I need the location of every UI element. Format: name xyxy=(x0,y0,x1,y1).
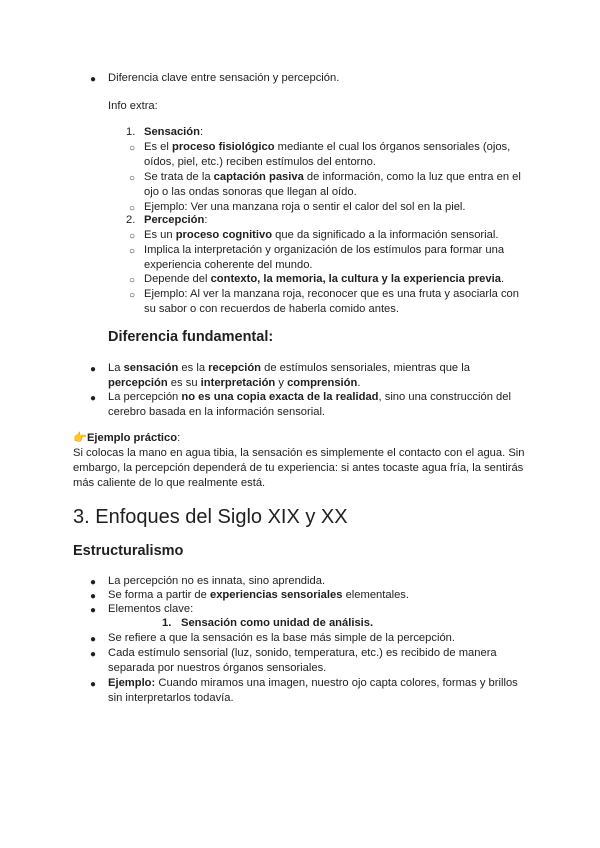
circle-bullet-icon: ○ xyxy=(129,290,136,301)
circle-bullet-icon: ○ xyxy=(129,246,136,257)
estructuralismo-item-5: Cada estímulo sensorial (luz, sonido, temperatura, etc.) es recibido de manera xyxy=(108,647,497,659)
diferencia-item-1: La sensación es la recepción de estímulos sensoriales, mientras que la xyxy=(108,362,470,374)
bullet-icon: ● xyxy=(90,634,97,645)
estructuralismo-item-5-line2: separada por nuestros órganos sensoriales. xyxy=(108,662,327,674)
estructuralismo-numbered-item: Sensación como unidad de análisis. xyxy=(181,617,374,629)
list-number: 1. xyxy=(126,126,136,138)
ejemplo-line-3: más caliente de lo que realmente está. xyxy=(73,477,266,489)
bullet-icon: ● xyxy=(90,393,97,404)
ejemplo-line-2: embargo, la percepción dependerá de tu experiencia: si antes tocaste agua fría, la sentirás xyxy=(73,462,524,474)
bullet-icon: ● xyxy=(90,577,97,588)
percepcion-item-3: Depende del contexto, la memoria, la cultura y la experiencia previa. xyxy=(144,273,505,285)
percepcion-item-2-line2: experiencia coherente del mundo. xyxy=(144,259,313,271)
percepcion-item-2: Implica la interpretación y organización de los estímulos para formar una xyxy=(144,244,505,256)
list-number: 1. xyxy=(162,617,172,629)
estructuralismo-item-1: La percepción no es innata, sino aprendida. xyxy=(108,575,326,587)
percepcion-item-1: Es un proceso cognitivo que da significado a la información sensorial. xyxy=(144,229,499,241)
percepcion-title: Percepción: xyxy=(144,214,208,226)
circle-bullet-icon: ○ xyxy=(129,143,136,154)
top-bullet-text: Diferencia clave entre sensación y percepción. xyxy=(108,72,340,84)
estructuralismo-item-4: Se refiere a que la sensación es la base más simple de la percepción. xyxy=(108,632,456,644)
estructuralismo-item-6-line2: sin interpretarlos todavía. xyxy=(108,692,234,704)
estructuralismo-item-2: Se forma a partir de experiencias sensoriales elementales. xyxy=(108,589,410,601)
sensacion-item-1-line2: oídos, piel, etc.) reciben estímulos del entorno. xyxy=(144,156,376,168)
circle-bullet-icon: ○ xyxy=(129,231,136,242)
list-number: 2. xyxy=(126,214,136,226)
pointing-hand-icon: 👉 xyxy=(73,432,87,444)
bullet-icon: ● xyxy=(90,364,97,375)
estructuralismo-item-3: Elementos clave: xyxy=(108,603,194,615)
ejemplo-line-1: Si colocas la mano en agua tibia, la sensación es simplemente el contacto con el agua. Sin xyxy=(73,447,525,459)
estructuralismo-item-6: Ejemplo: Cuando miramos una imagen, nuestro ojo capta colores, formas y brillos xyxy=(108,677,518,689)
diferencia-item-2-line2: cerebro basada en la información sensorial. xyxy=(108,406,326,418)
diferencia-heading: Diferencia fundamental: xyxy=(108,329,274,345)
bullet-icon: ● xyxy=(90,591,97,602)
bullet-icon: ● xyxy=(90,74,97,85)
circle-bullet-icon: ○ xyxy=(129,203,136,214)
sensacion-item-2: Se trata de la captación pasiva de información, como la luz que entra en el xyxy=(144,171,521,183)
percepcion-item-4: Ejemplo: Al ver la manzana roja, reconocer que es una fruta y asociarla con xyxy=(144,288,519,300)
info-extra-label: Info extra: xyxy=(108,100,158,112)
sensacion-item-3: Ejemplo: Ver una manzana roja o sentir el calor del sol en la piel. xyxy=(144,201,466,213)
percepcion-item-4-line2: su sabor o con recuerdos de haberla comido antes. xyxy=(144,303,399,315)
bullet-icon: ● xyxy=(90,649,97,660)
circle-bullet-icon: ○ xyxy=(129,275,136,286)
ejemplo-title: 👉Ejemplo práctico: xyxy=(73,432,181,444)
bullet-icon: ● xyxy=(90,605,97,616)
sensacion-title: Sensación: xyxy=(144,126,204,138)
sensacion-item-1: Es el proceso fisiológico mediante el cual los órganos sensoriales (ojos, xyxy=(144,141,511,153)
sensacion-item-2-line2: ojo o las ondas sonoras que llegan al oído. xyxy=(144,186,357,198)
estructuralismo-heading: Estructuralismo xyxy=(73,543,184,559)
diferencia-item-1-line2: percepción es su interpretación y comprensión. xyxy=(108,377,361,389)
circle-bullet-icon: ○ xyxy=(129,173,136,184)
section-title: 3. Enfoques del Siglo XIX y XX xyxy=(73,506,348,528)
bullet-icon: ● xyxy=(90,679,97,690)
diferencia-item-2: La percepción no es una copia exacta de la realidad, sino una construcción del xyxy=(108,391,511,403)
